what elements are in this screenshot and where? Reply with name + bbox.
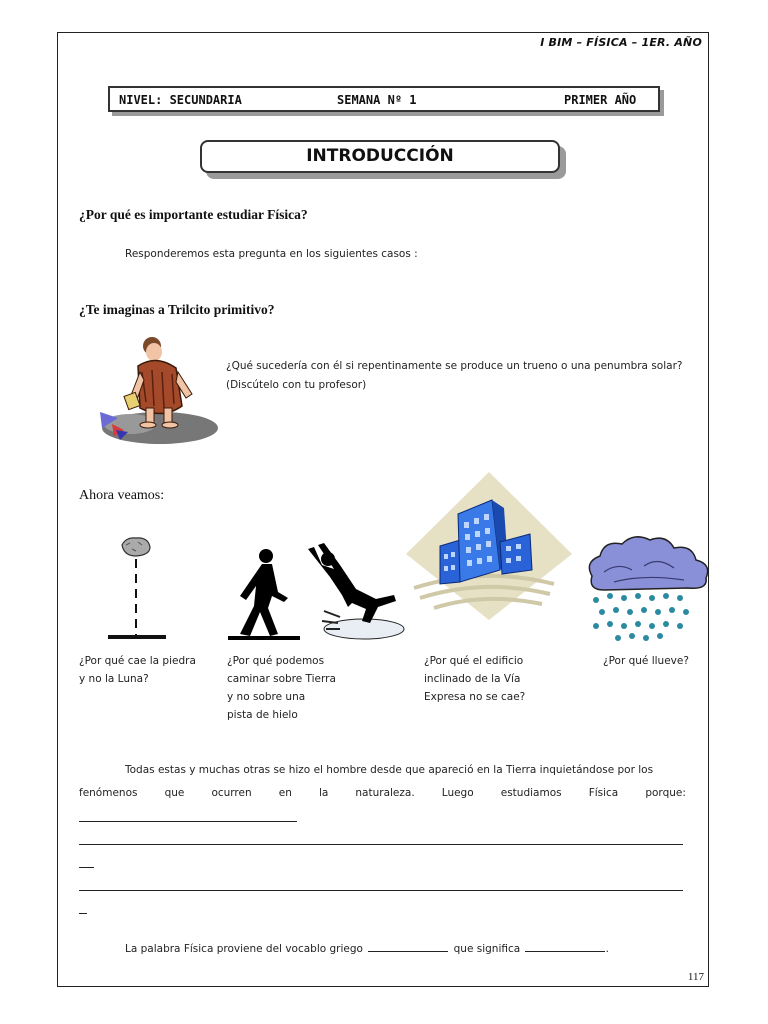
answer-line[interactable] [79, 890, 683, 891]
course-header: I BIM – FÍSICA – 1ER. AÑO [540, 36, 702, 49]
paragraph-line2 [79, 787, 686, 799]
answer-intro: Responderemos esta pregunta en los siguientes casos : [125, 248, 418, 260]
caveman-text-line1: ¿Qué sucedería con él si repentinamente se produce un trueno o una penumbra solar? [226, 360, 683, 372]
greek-sentence-middle: que significa [453, 943, 521, 955]
paragraph-line1: Todas estas y muchas otras se hizo el hombre desde que apareció en la Tierra inquietándose por los [125, 764, 654, 776]
walking-man-illustration [228, 548, 300, 642]
falling-stone-illustration [106, 535, 168, 643]
answer-line[interactable] [79, 844, 683, 845]
level-label: NIVEL: SECUNDARIA [119, 93, 242, 107]
paragraph-word: porque: [645, 787, 686, 799]
caveman-text-line2: (Discútelo con tu profesor) [226, 379, 367, 391]
meaning-blank[interactable] [525, 951, 605, 952]
caption-walk-line: y no sobre una [227, 691, 306, 703]
greek-word-blank[interactable] [368, 951, 448, 952]
year-label: PRIMER AÑO [564, 93, 637, 107]
caption-stone-line: y no la Luna? [79, 673, 149, 685]
paragraph-word: naturaleza. [355, 787, 415, 799]
caption-building-line: inclinado de la Vía [424, 673, 521, 685]
main-question: ¿Por qué es importante estudiar Física? [79, 207, 308, 222]
caption-walk-line: caminar sobre Tierra [227, 673, 336, 685]
answer-line[interactable] [79, 867, 94, 868]
paragraph-word: en [278, 787, 292, 799]
trilcito-question: ¿Te imaginas a Trilcito primitivo? [79, 302, 275, 317]
greek-sentence-end: . [605, 943, 609, 955]
caption-stone [79, 652, 196, 688]
paragraph-word: Física [588, 787, 619, 799]
paragraph-word: que [164, 787, 185, 799]
greek-sentence-before: La palabra Física proviene del vocablo griego [125, 943, 363, 955]
paragraph-word: fenómenos [79, 787, 138, 799]
caption-walk-line: ¿Por qué podemos [227, 655, 325, 667]
caption-rain [603, 652, 689, 670]
paragraph-word: la [318, 787, 329, 799]
caption-walk-line: pista de hielo [227, 709, 298, 721]
paragraph-word: Luego [441, 787, 474, 799]
level-bar [108, 86, 660, 112]
caption-stone-line: ¿Por qué cae la piedra [79, 655, 196, 667]
leaning-building-illustration [404, 470, 574, 630]
caption-building-line: ¿Por qué el edificio [424, 655, 524, 667]
caption-rain-line: ¿Por qué llueve? [603, 655, 689, 667]
caption-building-line: Expresa no se cae? [424, 691, 526, 703]
paragraph-word: ocurren [211, 787, 252, 799]
rain-cloud-illustration [584, 532, 714, 647]
ahora-veamos: Ahora veamos: [79, 488, 165, 503]
slipping-man-illustration [304, 543, 404, 643]
week-label: SEMANA Nº 1 [337, 93, 417, 107]
caption-building [424, 652, 525, 706]
page-number: 117 [687, 971, 704, 983]
answer-line[interactable] [79, 821, 297, 822]
caption-walk [227, 652, 336, 724]
caveman-illustration [90, 332, 222, 447]
answer-line[interactable] [79, 913, 87, 914]
greek-sentence [125, 943, 609, 955]
paragraph-word: estudiamos [500, 787, 562, 799]
page-title: INTRODUCCIÓN [200, 140, 560, 173]
